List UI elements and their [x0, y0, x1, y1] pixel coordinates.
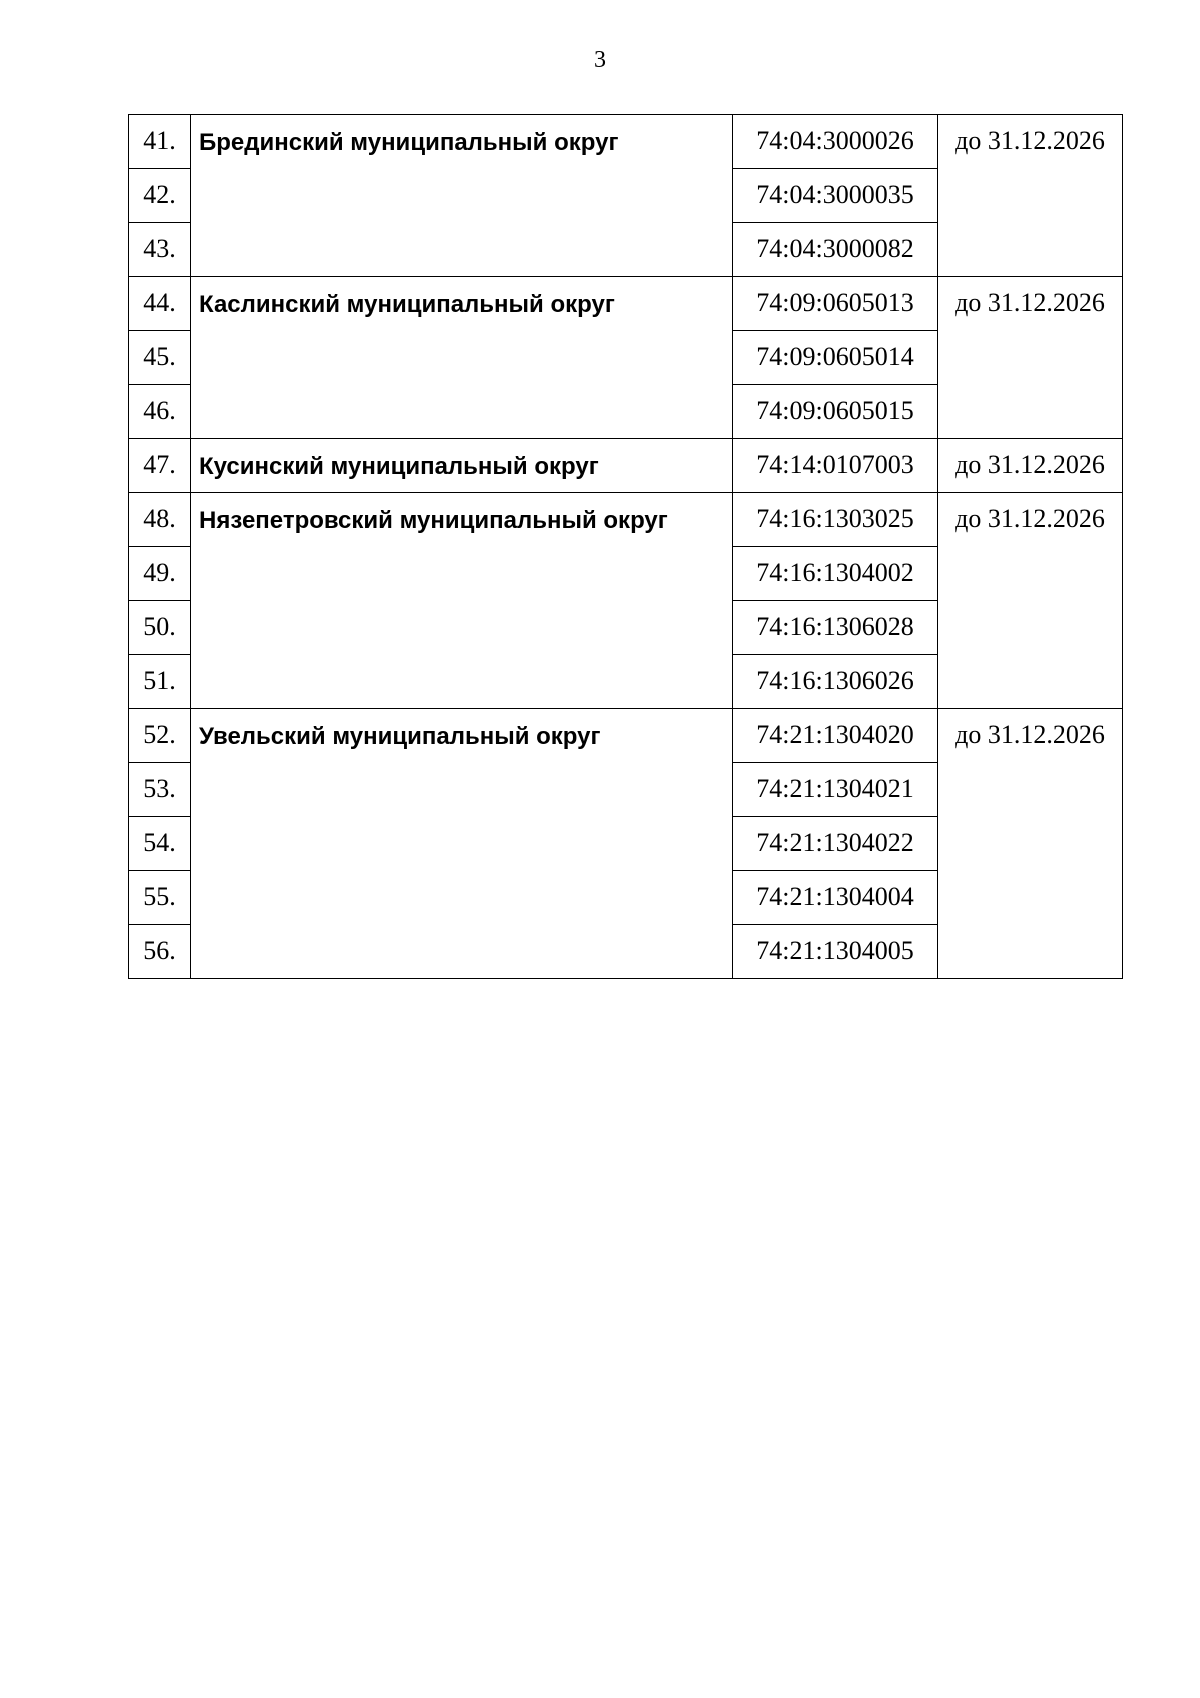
cadastral-number: 74:16:1304002	[733, 547, 938, 601]
term-date: до 31.12.2026	[938, 115, 1123, 277]
cadastral-number: 74:09:0605015	[733, 385, 938, 439]
table-row	[129, 439, 1123, 493]
row-number: 44.	[129, 277, 191, 331]
row-number: 41.	[129, 115, 191, 169]
row-number: 50.	[129, 601, 191, 655]
row-number: 52.	[129, 709, 191, 763]
cadastral-number: 74:09:0605013	[733, 277, 938, 331]
row-number: 54.	[129, 817, 191, 871]
cadastral-number: 74:09:0605014	[733, 331, 938, 385]
row-number: 48.	[129, 493, 191, 547]
row-number: 55.	[129, 871, 191, 925]
district-name: Брединский муниципальный округ	[191, 115, 733, 277]
district-name: Нязепетровский муниципальный округ	[191, 493, 733, 709]
table-row	[129, 115, 1123, 169]
table-row	[129, 493, 1123, 547]
row-number: 42.	[129, 169, 191, 223]
row-number: 51.	[129, 655, 191, 709]
row-number: 46.	[129, 385, 191, 439]
term-date: до 31.12.2026	[938, 277, 1123, 439]
cadastral-number: 74:04:3000026	[733, 115, 938, 169]
term-date: до 31.12.2026	[938, 493, 1123, 709]
row-number: 47.	[129, 439, 191, 493]
cadastral-number: 74:16:1306026	[733, 655, 938, 709]
row-number: 56.	[129, 925, 191, 979]
row-number: 43.	[129, 223, 191, 277]
cadastral-table-body	[129, 115, 1123, 979]
cadastral-number: 74:04:3000082	[733, 223, 938, 277]
table-row	[129, 709, 1123, 763]
cadastral-number: 74:21:1304004	[733, 871, 938, 925]
cadastral-number: 74:14:0107003	[733, 439, 938, 493]
row-number: 53.	[129, 763, 191, 817]
cadastral-table	[128, 114, 1123, 979]
term-date: до 31.12.2026	[938, 439, 1123, 493]
cadastral-number: 74:04:3000035	[733, 169, 938, 223]
district-name: Каслинский муниципальный округ	[191, 277, 733, 439]
row-number: 49.	[129, 547, 191, 601]
row-number: 45.	[129, 331, 191, 385]
cadastral-number: 74:21:1304005	[733, 925, 938, 979]
cadastral-number: 74:16:1303025	[733, 493, 938, 547]
cadastral-number: 74:21:1304021	[733, 763, 938, 817]
cadastral-number: 74:21:1304020	[733, 709, 938, 763]
table-row	[129, 277, 1123, 331]
district-name: Кусинский муниципальный округ	[191, 439, 733, 493]
cadastral-number: 74:21:1304022	[733, 817, 938, 871]
district-name: Увельский муниципальный округ	[191, 709, 733, 979]
term-date: до 31.12.2026	[938, 709, 1123, 979]
page-number: 3	[594, 47, 606, 73]
cadastral-number: 74:16:1306028	[733, 601, 938, 655]
